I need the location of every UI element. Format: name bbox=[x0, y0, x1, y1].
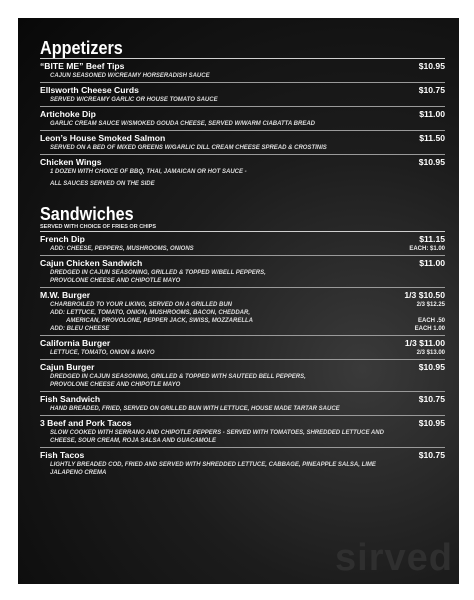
item-addons: ADD: BLEU CHEESE bbox=[50, 326, 110, 332]
menu-item bbox=[40, 155, 445, 190]
item-description: CHARBROILED TO YOUR LIKING, SERVED ON A GRILLED BUN bbox=[50, 302, 233, 308]
menu-item bbox=[40, 360, 445, 392]
item-description: GARLIC CREAM SAUCE W/SMOKED GOUDA CHEESE, SERVED W/WARM CIABATTA BREAD bbox=[50, 121, 316, 127]
menu-item bbox=[40, 59, 445, 83]
item-name: Cajun Burger bbox=[40, 362, 95, 372]
item-price: $10.95 bbox=[418, 157, 445, 167]
item-addons: ADD: CHEESE, PEPPERS, MUSHROOMS, ONIONS bbox=[50, 246, 194, 252]
spacer bbox=[40, 190, 445, 204]
section-title-appetizers: Appetizers bbox=[40, 38, 123, 58]
item-price: $10.95 bbox=[418, 418, 445, 428]
item-description: CAJUN SEASONED W/CREAMY HORSERADISH SAUCE bbox=[50, 73, 210, 79]
item-description: LIGHTLY BREADED COD, FRIED AND SERVED WITH SHREDDED LETTUCE, CABBAGE, PINEAPPLE SALSA, LIME bbox=[50, 462, 376, 468]
item-description: JALAPENO CREMA bbox=[50, 470, 107, 476]
item-price: $10.95 bbox=[418, 61, 445, 71]
menu-page bbox=[18, 18, 459, 584]
item-name: Leon’s House Smoked Salmon bbox=[40, 133, 166, 143]
watermark-logo: sirved bbox=[335, 537, 453, 579]
addon-price: EACH: $1.00 bbox=[409, 246, 445, 252]
item-addons: AMERICAN, PROVOLONE, PEPPER JACK, SWISS, MOZZARELLA bbox=[66, 318, 254, 324]
item-name: Chicken Wings bbox=[40, 157, 102, 167]
item-addons: ADD: LETTUCE, TOMATO, ONION, MUSHROOMS, BACON, CHEDDAR, bbox=[50, 310, 250, 316]
addon-price: EACH 1.00 bbox=[414, 326, 445, 332]
item-description: PROVOLONE CHEESE AND CHIPOTLE MAYO bbox=[50, 382, 181, 388]
item-name: Fish Sandwich bbox=[40, 394, 101, 404]
item-name: Artichoke Dip bbox=[40, 109, 96, 119]
item-description: SLOW COOKED WITH SERRANO AND CHIPOTLE PEPPERS - SERVED WITH TOMATOES, SHREDDED LETTUCE AND bbox=[50, 430, 384, 436]
item-price: $11.50 bbox=[419, 133, 445, 143]
item-description: LETTUCE, TOMATO, ONION & MAYO bbox=[50, 350, 155, 356]
item-description: HAND BREADED, FRIED, SERVED ON GRILLED BUN WITH LETTUCE, HOUSE MADE TARTAR SAUCE bbox=[50, 406, 340, 412]
item-price: $11.00 bbox=[419, 109, 445, 119]
item-description: ALL SAUCES SERVED ON THE SIDE bbox=[50, 181, 155, 187]
menu-content bbox=[40, 38, 445, 479]
item-description: 1 DOZEN WITH CHOICE OF BBQ, THAI, JAMAICAN OR HOT SAUCE - bbox=[50, 169, 247, 175]
item-name: Ellsworth Cheese Curds bbox=[40, 85, 139, 95]
item-price: $11.15 bbox=[419, 234, 445, 244]
item-price: 1/3 $11.00 bbox=[404, 338, 445, 348]
item-description: CHEESE, SOUR CREAM, ROJA SALSA AND GUACAMOLE bbox=[50, 438, 217, 444]
item-name: French Dip bbox=[40, 234, 85, 244]
item-price: 1/3 $10.50 bbox=[404, 290, 445, 300]
item-name: M.W. Burger bbox=[40, 290, 91, 300]
item-price: $10.75 bbox=[418, 85, 445, 95]
item-description: DREDGED IN CAJUN SEASONING, GRILLED & TOPPED WITH SAUTEED BELL PEPPERS, bbox=[50, 374, 306, 380]
section-note: SERVED WITH CHOICE OF FRIES OR CHIPS bbox=[40, 224, 157, 230]
item-name: Fish Tacos bbox=[40, 450, 85, 460]
item-description: PROVOLONE CHEESE AND CHIPOTLE MAYO bbox=[50, 278, 181, 284]
menu-item bbox=[40, 131, 445, 155]
item-price: $10.75 bbox=[418, 394, 445, 404]
section-title-sandwiches: Sandwiches bbox=[40, 204, 134, 224]
menu-item bbox=[40, 416, 445, 448]
menu-item bbox=[40, 256, 445, 288]
menu-item bbox=[40, 336, 445, 360]
item-description: SERVED W/CREAMY GARLIC OR HOUSE TOMATO SAUCE bbox=[50, 97, 218, 103]
menu-item bbox=[40, 448, 445, 479]
item-price: $11.00 bbox=[419, 258, 445, 268]
item-description: SERVED ON A BED OF MIXED GREENS W/GARLIC DILL CREAM CHEESE SPREAD & CROSTINIS bbox=[50, 145, 327, 151]
addon-price: EACH .50 bbox=[417, 318, 445, 324]
sandwiches-section bbox=[40, 204, 445, 479]
item-name: Cajun Chicken Sandwich bbox=[40, 258, 143, 268]
item-name: California Burger bbox=[40, 338, 111, 348]
menu-item bbox=[40, 83, 445, 107]
menu-item bbox=[40, 232, 445, 256]
item-name: “BITE ME” Beef Tips bbox=[40, 61, 125, 71]
item-name: 3 Beef and Pork Tacos bbox=[40, 418, 132, 428]
menu-item bbox=[40, 288, 445, 336]
item-description: DREDGED IN CAJUN SEASONING, GRILLED & TOPPED W/BELL PEPPERS, bbox=[50, 270, 266, 276]
item-price-large: 2/3 $12.25 bbox=[416, 302, 445, 308]
menu-item bbox=[40, 107, 445, 131]
item-price: $10.75 bbox=[418, 450, 445, 460]
appetizers-section bbox=[40, 38, 445, 190]
menu-item bbox=[40, 392, 445, 416]
item-price: $10.95 bbox=[418, 362, 445, 372]
item-price-large: 2/3 $13.00 bbox=[416, 350, 445, 356]
